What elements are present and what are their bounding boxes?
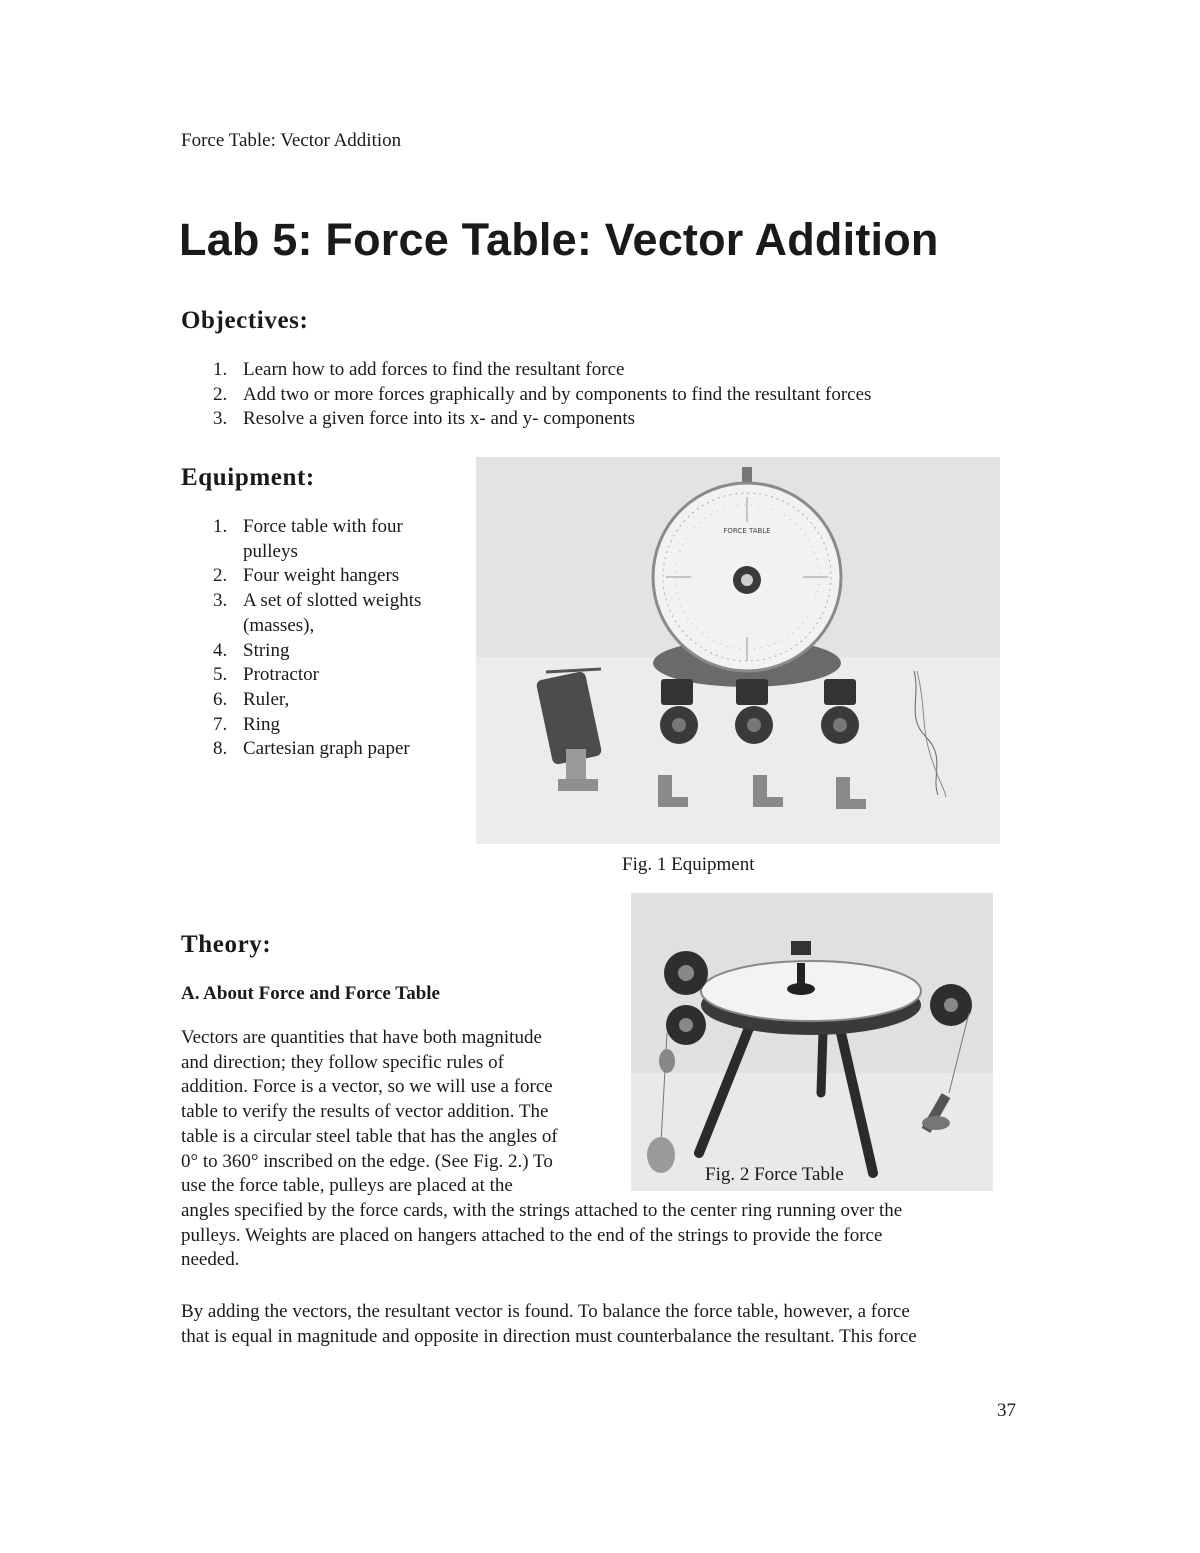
equipment-illustration: [476, 457, 1000, 844]
list-item: 2. Add two or more forces graphically and by components to find the resultant forces: [213, 383, 872, 405]
paragraph-line: Vectors are quantities that have both magnitude: [181, 1027, 542, 1048]
theory-paragraph-1: [181, 1026, 1021, 1273]
paragraph-line: table to verify the results of vector addition. The: [181, 1101, 549, 1123]
objectives-list: [179, 358, 999, 432]
list-item: 3. A set of slotted weights (masses),: [213, 590, 422, 636]
paragraph-line: that is equal in magnitude and opposite in direction must counterbalance the resultant. This force: [181, 1325, 917, 1347]
list-item: 1. Force table with four pulleys: [213, 516, 403, 562]
equipment-heading: Equipment:: [181, 464, 315, 491]
list-item: 6. Ruler,: [213, 688, 290, 710]
page-title: Lab 5: Force Table: Vector Addition: [179, 214, 939, 265]
paragraph-line: By adding the vectors, the resultant vector is found. To balance the force table, however, a force: [181, 1301, 910, 1322]
list-item: 1. Learn how to add forces to find the resultant force: [213, 359, 625, 380]
paragraph-line: addition. Force is a vector, so we will use a force: [181, 1076, 553, 1098]
paragraph-line: angles specified by the force cards, with the strings attached to the center ring running over the: [181, 1199, 903, 1221]
fig2-caption: Fig. 2 Force Table: [705, 1164, 844, 1185]
paragraph-line: needed.: [181, 1249, 240, 1271]
running-header: Force Table: Vector Addition: [181, 130, 402, 151]
theory-paragraph-2: [181, 1300, 1021, 1349]
paragraph-line: and direction; they follow specific rules of: [181, 1051, 504, 1073]
list-item: 4. String: [213, 639, 290, 661]
equipment-list: [179, 515, 454, 762]
equipment-photo: [476, 457, 1000, 844]
list-item: 5. Protractor: [213, 664, 319, 686]
paragraph-line: table is a circular steel table that has the angles of: [181, 1125, 558, 1147]
list-item: 2. Four weight hangers: [213, 565, 400, 587]
paragraph-line: pulleys. Weights are placed on hangers attached to the end of the strings to provide the force: [181, 1224, 883, 1246]
objectives-heading: Objectives:: [181, 307, 309, 334]
list-item: 3. Resolve a given force into its x- and y- components: [213, 408, 636, 430]
page-number: 37: [997, 1400, 1016, 1421]
theory-heading: Theory:: [181, 931, 272, 958]
fig1-caption: Fig. 1 Equipment: [622, 854, 755, 875]
list-item: 8. Cartesian graph paper: [213, 738, 410, 760]
list-item: 7. Ring: [213, 713, 280, 735]
paragraph-line: use the force table, pulleys are placed at the: [181, 1175, 513, 1197]
theory-subheading: A. About Force and Force Table: [181, 983, 440, 1004]
paragraph-line: 0° to 360° inscribed on the edge. (See Fig. 2.) To: [181, 1150, 553, 1172]
fig1-disk-label: FORCE TABLE: [723, 527, 771, 535]
